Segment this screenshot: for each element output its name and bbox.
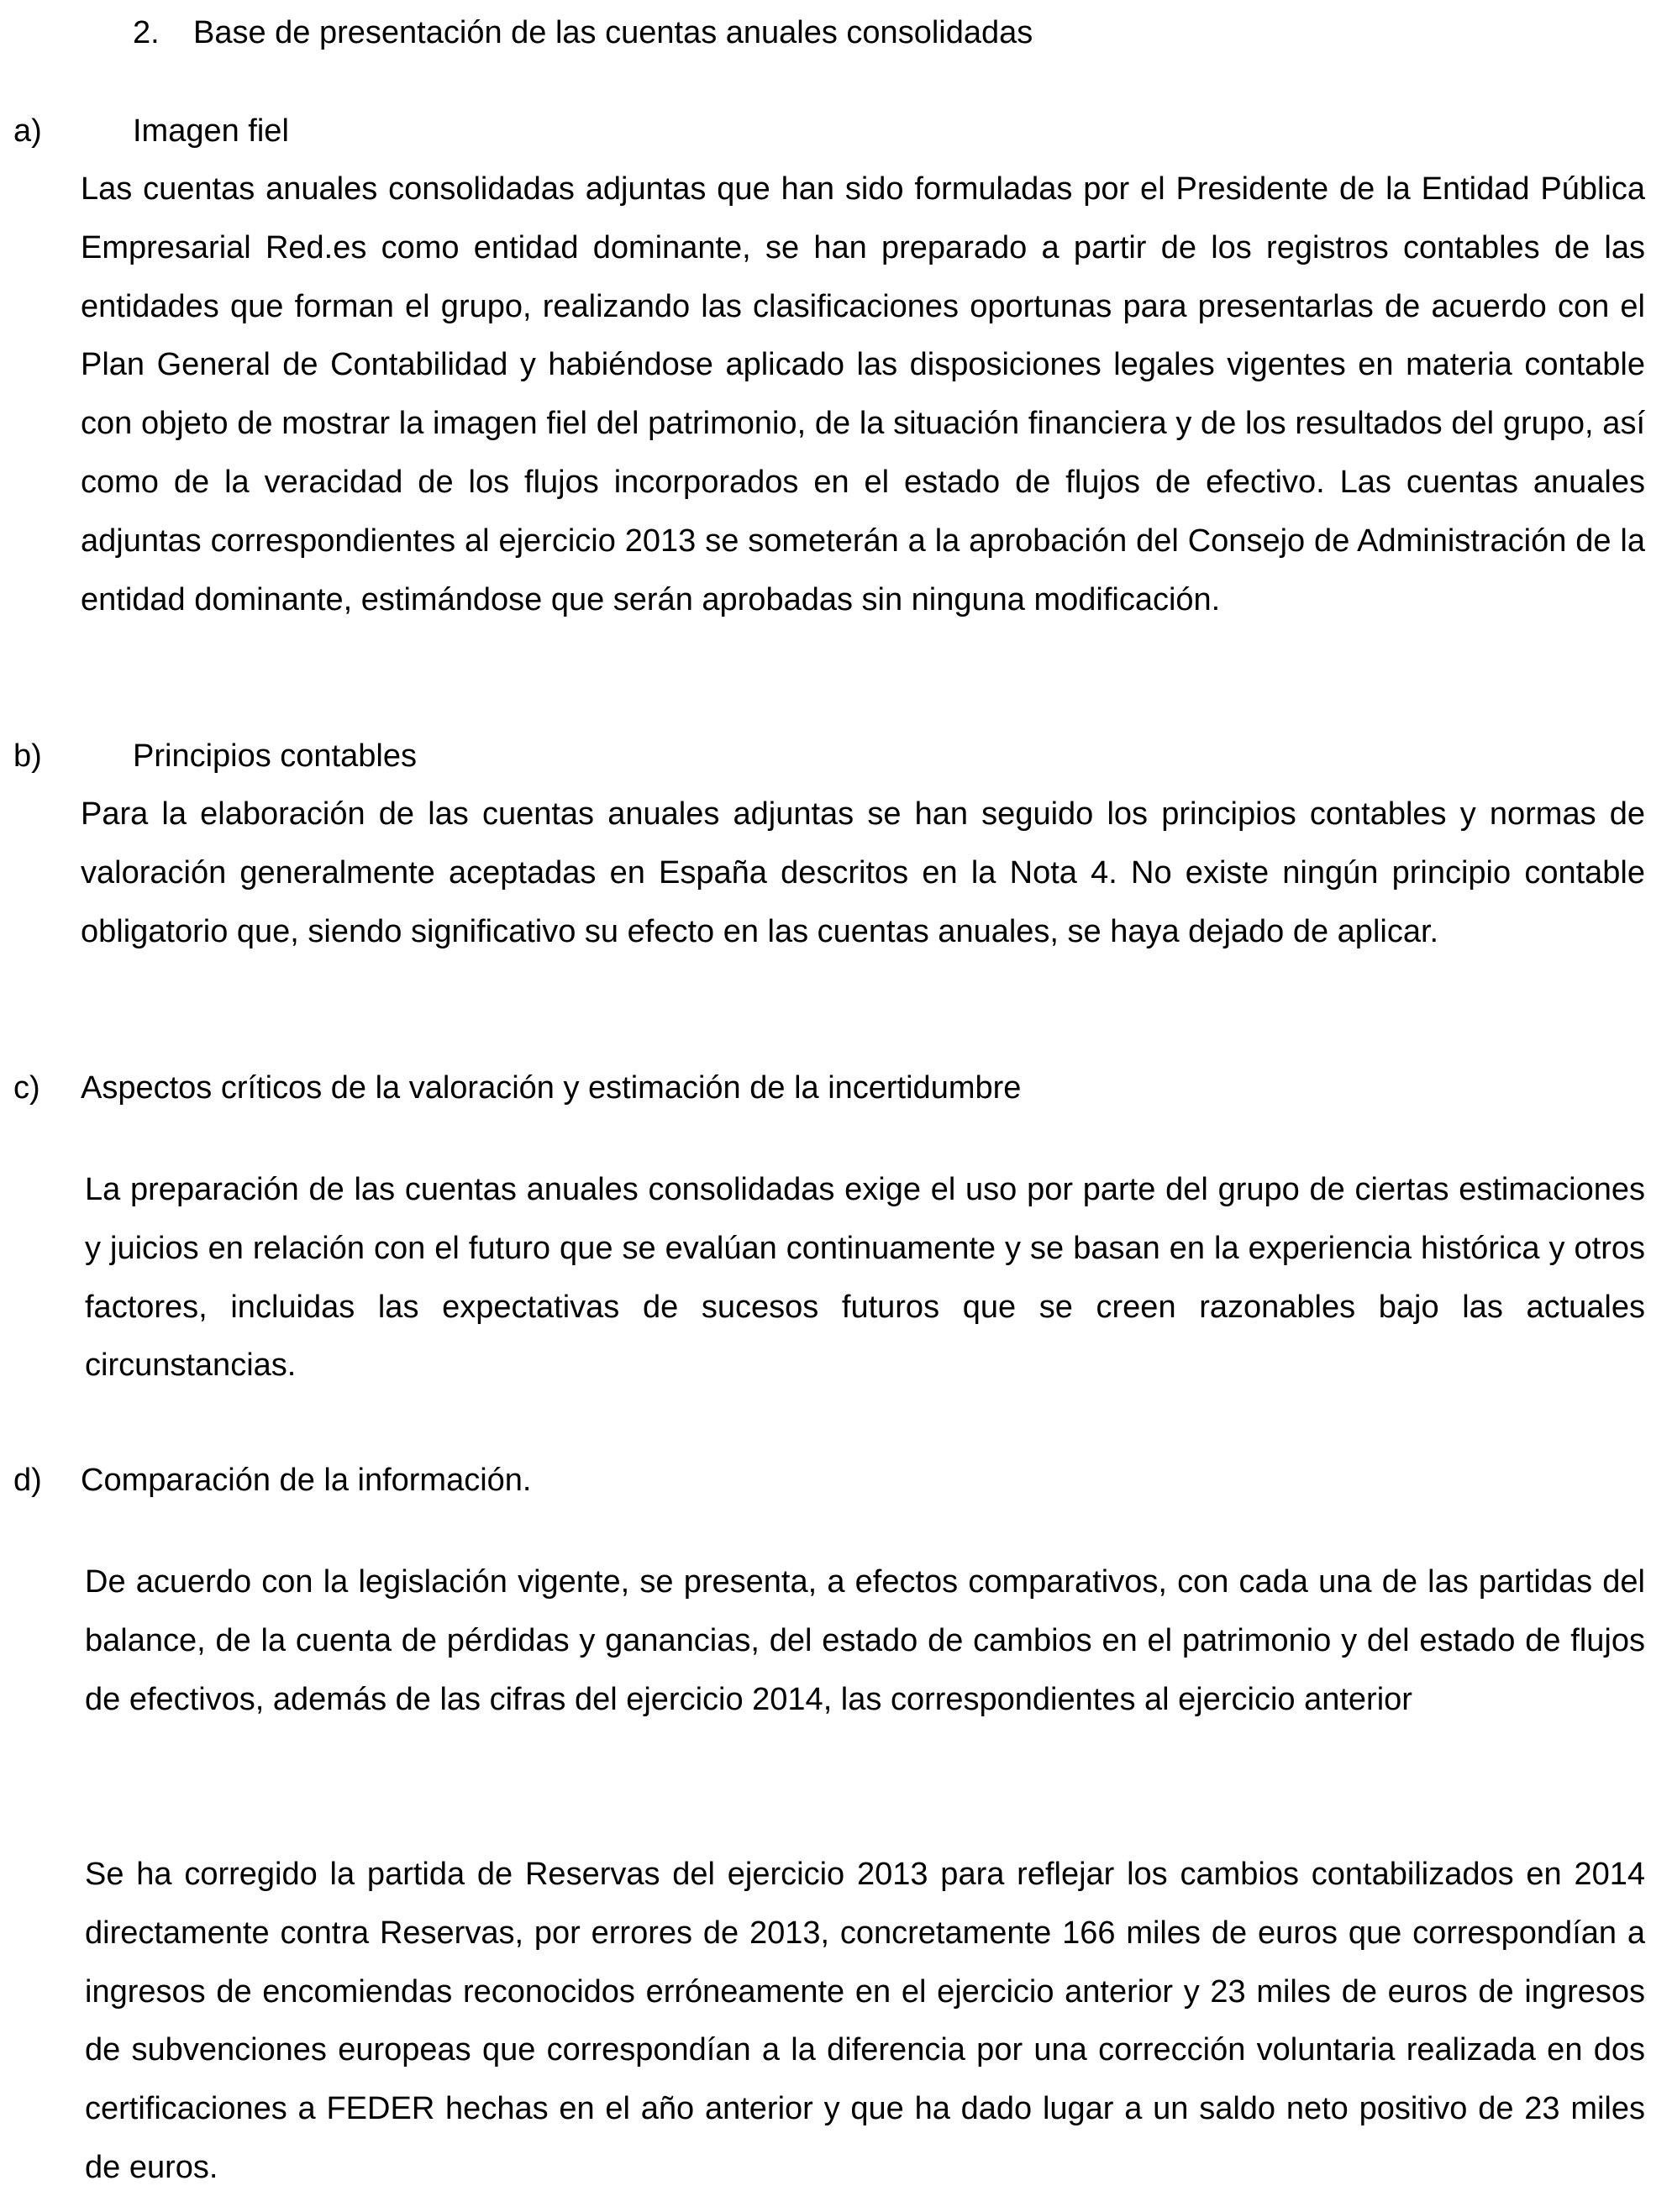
subsection-d-paragraph-2: Se ha corregido la partida de Reservas del ejercicio 2013 para reflejar los cambios contabilizados en 2014 directamente contra Reservas, por errores de 2013, concretamente 166 miles de euros que correspondían a ingresos de encomiendas reconocidos erróneamente en el ejercicio anterior y 23 miles de euros de ingresos de subvenciones europeas que correspondían a la diferencia por una corrección voluntaria realizada en dos certificaciones a FEDER hechas en el año anterior y que ha dado lugar a un saldo neto positivo de 23 miles de euros. (85, 1857, 1645, 2185)
subsection-a-title: Imagen fiel (133, 113, 289, 149)
subsection-c-heading (0, 1065, 1672, 1111)
subsection-c-title: Aspectos críticos de la valoración y estimación de la incertidumbre (81, 1070, 1022, 1106)
section-title-text: Base de presentación de las cuentas anuales consolidadas (193, 15, 1033, 50)
subsection-d-paragraph-1: De acuerdo con la legislación vigente, se presenta, a efectos comparativos, con cada una de las partidas del balance, de la cuenta de pérdidas y ganancias, del estado de cambios en el patrimonio y del estado de flujos de efectivos, además de las cifras del ejercicio 2014, las correspondientes al ejercicio anterior (85, 1564, 1645, 1717)
subsection-a-letter: a) (13, 113, 42, 149)
subsection-a-heading (0, 108, 1672, 154)
subsection-d-letter: d) (13, 1463, 42, 1498)
subsection-d-heading (0, 1458, 1672, 1503)
section-number: 2. (133, 15, 160, 50)
subsection-d-title: Comparación de la información. (81, 1463, 532, 1498)
subsection-b-letter: b) (13, 738, 42, 774)
section-title (133, 10, 1033, 55)
subsection-c-paragraph: La preparación de las cuentas anuales consolidadas exige el uso por parte del grupo de ciertas estimaciones y juicios en relación con el futuro que se evalúan continuamente y se basan en la experiencia histórica y otros factores, incluidas las expectativas de sucesos futuros que se creen razonables bajo las actuales circunstancias. (85, 1172, 1645, 1384)
subsection-b-heading (0, 733, 1672, 779)
subsection-b-title: Principios contables (133, 738, 417, 774)
subsection-b-paragraph: Para la elaboración de las cuentas anuales adjuntas se han seguido los principios contables y normas de valoración generalmente aceptadas en España descritos en la Nota 4. No existe ningún principio contable obligatorio que, siendo significativo su efecto en las cuentas anuales, se haya dejado de aplicar. (81, 796, 1645, 949)
subsection-c-letter: c) (13, 1070, 40, 1106)
subsection-a-paragraph: Las cuentas anuales consolidadas adjuntas que han sido formuladas por el Presidente de la Entidad Pública Empresarial Red.es como entidad dominante, se han preparado a partir de los registros contables de las entidades que forman el grupo, realizando las clasificaciones oportunas para presentarlas de acuerdo con el Plan General de Contabilidad y habiéndose aplicado las disposiciones legales vigentes en materia contable con objeto de mostrar la imagen fiel del patrimonio, de la situación financiera y de los resultados del grupo, así como de la veracidad de los flujos incorporados en el estado de flujos de efectivo. Las cuentas anuales adjuntas correspondientes al ejercicio 2013 se someterán a la aprobación del Consejo de Administración de la entidad dominante, estimándose que serán aprobadas sin ninguna modificación. (81, 171, 1645, 617)
